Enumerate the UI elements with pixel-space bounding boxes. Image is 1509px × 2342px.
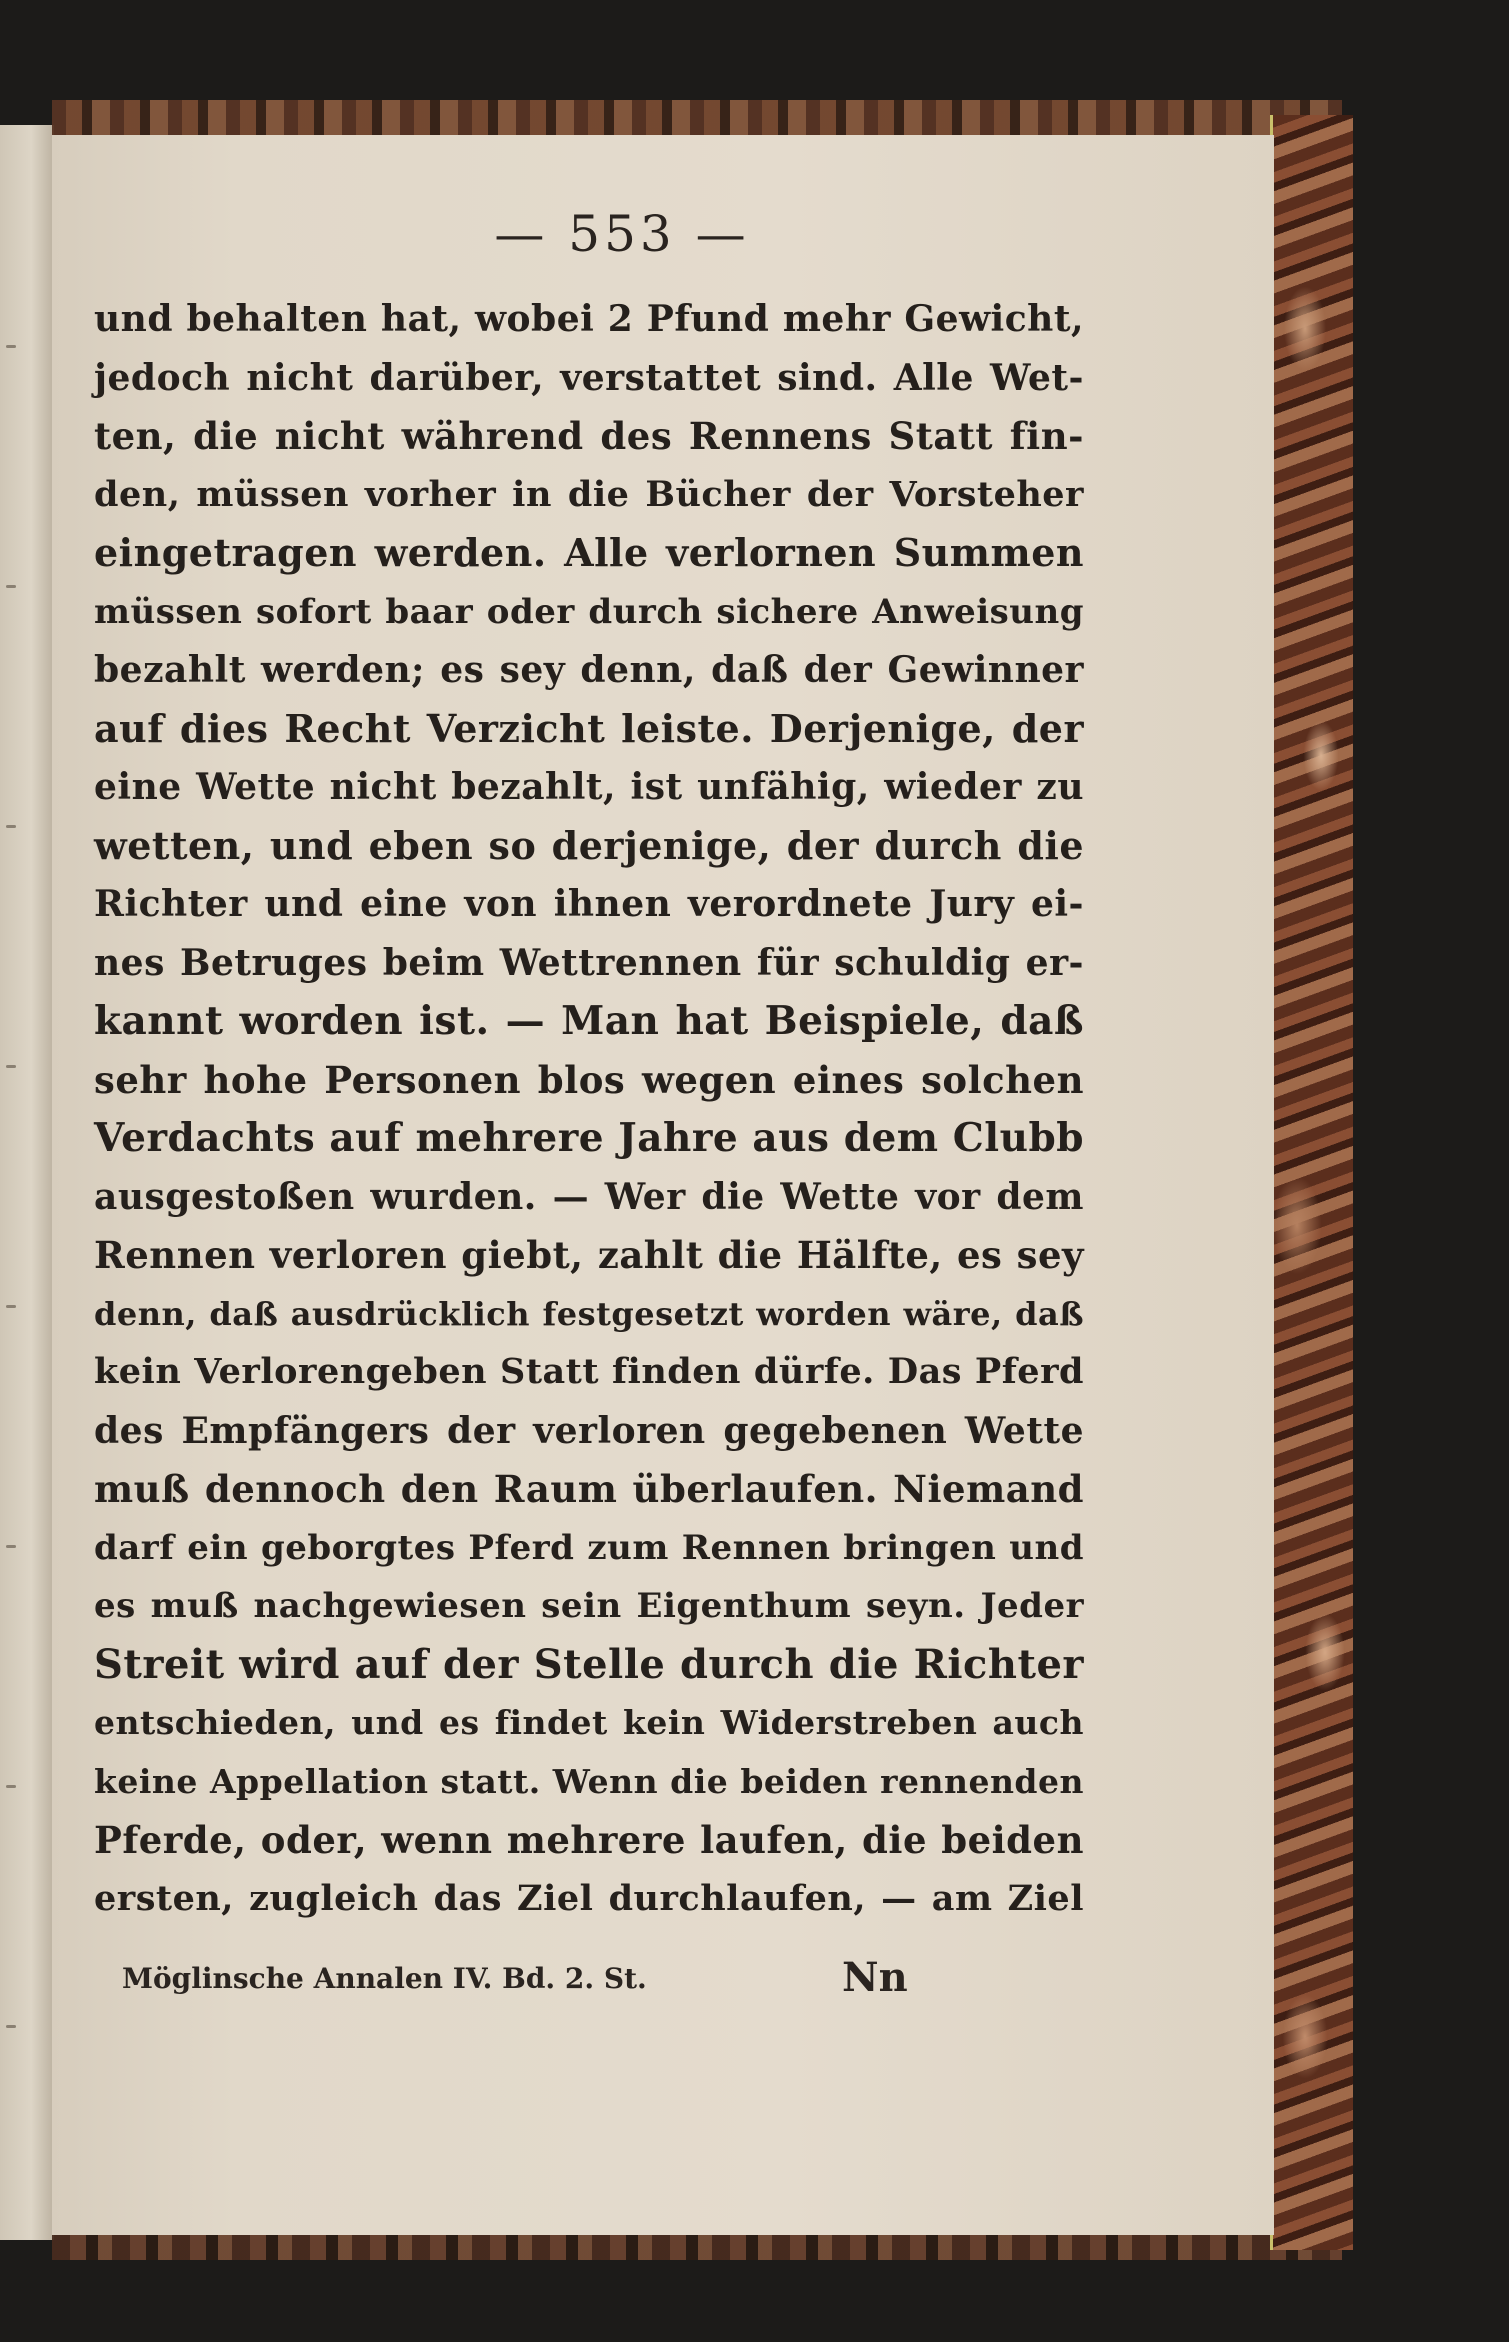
body-text: [94, 290, 1084, 1928]
facing-page-edge: [0, 125, 54, 2240]
marbled-cover-edge: [1270, 115, 1353, 2250]
text-line: jedoch nicht darüber, verstattet sind. Alle Wet-: [94, 356, 1084, 399]
show-through-mark: [6, 825, 16, 828]
text-line: entschieden, und es findet kein Widerstreben auch: [94, 1703, 1084, 1742]
show-through-mark: [6, 585, 16, 588]
signature-line: Möglinsche Annalen IV. Bd. 2. St.: [122, 1962, 647, 1995]
text-line: eingetragen werden. Alle verlornen Summen: [94, 530, 1084, 575]
text-line: und behalten hat, wobei 2 Pfund mehr Gewicht,: [94, 298, 1084, 340]
book-page: [52, 135, 1274, 2235]
text-line: denn, daß ausdrücklich festgesetzt worden wäre, daß: [94, 1294, 1084, 1333]
show-through-mark: [6, 1785, 16, 1788]
text-line: nes Betruges beim Wettrennen für schuldig er-: [94, 941, 1084, 984]
show-through-mark: [6, 1305, 16, 1308]
text-line: Streit wird auf der Stelle durch die Richter: [94, 1640, 1084, 1688]
text-line: wetten, und eben so derjenige, der durch die: [94, 822, 1084, 868]
text-line: keine Appellation statt. Wenn die beiden rennenden: [94, 1761, 1084, 1801]
text-line: den, müssen vorher in die Bücher der Vorsteher: [94, 473, 1084, 515]
text-line: Rennen verloren giebt, zahlt die Hälfte, es sey: [94, 1233, 1084, 1277]
text-line: müssen sofort baar oder durch sichere Anweisung: [94, 591, 1084, 632]
text-line: sehr hohe Personen blos wegen eines solchen: [94, 1057, 1084, 1102]
text-line: Richter und eine von ihnen verordnete Jury ei-: [94, 883, 1084, 925]
text-line: es muß nachgewiesen sein Eigenthum seyn. Jeder: [94, 1586, 1084, 1626]
text-line: des Empfängers der verloren gegebenen Wette: [94, 1409, 1084, 1452]
page-footer: [122, 1950, 1022, 2010]
show-through-mark: [6, 345, 16, 348]
show-through-mark: [6, 2025, 16, 2028]
binding-edge-top: [52, 100, 1342, 138]
text-line: eine Wette nicht bezahlt, ist unfähig, wieder zu: [94, 766, 1084, 808]
text-line: darf ein geborgtes Pferd zum Rennen bringen und: [94, 1527, 1084, 1568]
text-line: ausgestoßen wurden. — Wer die Wette vor dem: [94, 1175, 1084, 1218]
text-line: auf dies Recht Verzicht leiste. Derjenige, der: [94, 705, 1084, 751]
text-line: muß dennoch den Raum überlaufen. Niemand: [94, 1467, 1084, 1511]
page-number: — 553 —: [494, 205, 750, 263]
gathering-signature: Nn: [842, 1954, 908, 2001]
text-line: kein Verlorengeben Statt finden dürfe. Das Pferd: [94, 1351, 1084, 1392]
show-through-mark: [6, 1545, 16, 1548]
text-line: Verdachts auf mehrere Jahre aus dem Clubb: [94, 1115, 1084, 1161]
show-through-mark: [6, 1065, 16, 1068]
text-line: ersten, zugleich das Ziel durchlaufen, — am Ziel: [94, 1877, 1084, 1919]
text-line: Pferde, oder, wenn mehrere laufen, die beiden: [94, 1818, 1084, 1862]
text-line: ten, die nicht während des Rennens Statt fin-: [94, 414, 1084, 458]
text-line: kannt worden ist. — Man hat Beispiele, daß: [94, 998, 1084, 1044]
text-line: bezahlt werden; es sey denn, daß der Gewinner: [94, 649, 1084, 691]
